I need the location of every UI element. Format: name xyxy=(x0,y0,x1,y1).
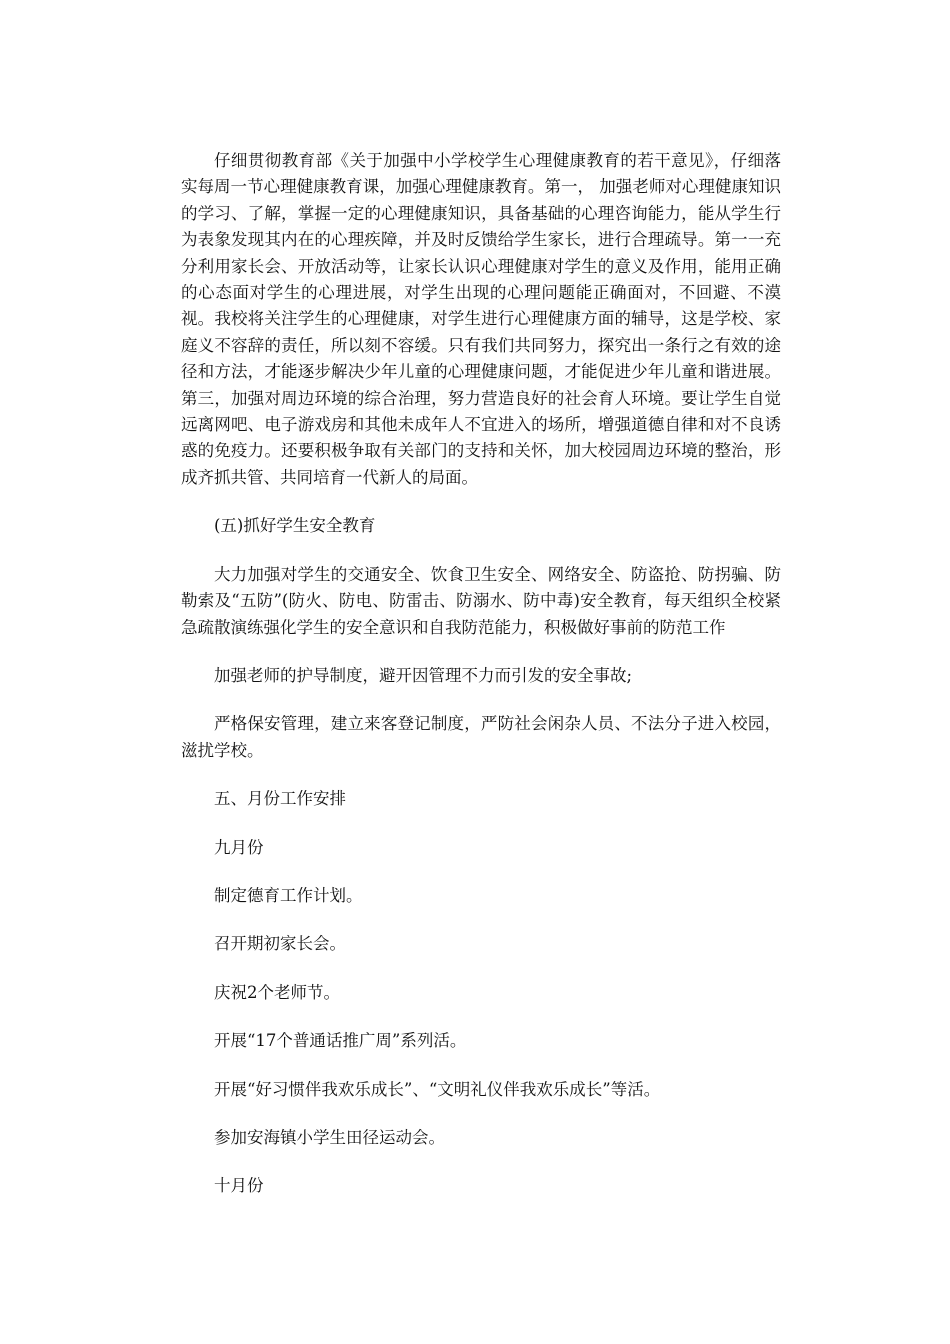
paragraph-security-management: 严格保安管理，建立来客登记制度，严防社会闲杂人员、不法分子进入校园，滋扰学校。 xyxy=(181,714,781,760)
list-item: 参加安海镇小学生田径运动会。 xyxy=(214,1127,445,1147)
list-item: 开展“好习惯伴我欢乐成长”、“文明礼仪伴我欢乐成长”等活。 xyxy=(214,1079,661,1099)
list-item: 开展“17个普通话推广周”系列活。 xyxy=(214,1031,467,1051)
document-body xyxy=(181,148,781,1222)
paragraph-safety-education: 大力加强对学生的交通安全、饮食卫生安全、网络安全、防盗抢、防拐骗、防勒索及“五防”(防火、防电、防雷击、防溺水、防中毒)安全教育，每天组织全校紧急疏散演练强化学生的安全意识和自我防范能力，积极做好事前的防范工作 xyxy=(181,564,781,637)
heading-safety-education: (五)抓好学生安全教育 xyxy=(214,516,376,536)
paragraph-teacher-duty: 加强老师的护导制度，避开因管理不力而引发的安全事故; xyxy=(214,665,633,685)
list-item: 召开期初家长会。 xyxy=(214,934,346,954)
list-item: 庆祝2个老师节。 xyxy=(214,982,340,1002)
heading-september: 九月份 xyxy=(214,837,264,857)
heading-monthly-schedule: 五、月份工作安排 xyxy=(214,789,346,809)
heading-october: 十月份 xyxy=(214,1176,264,1196)
paragraph-mental-health: 仔细贯彻教育部《关于加强中小学校学生心理健康教育的若干意见》，仔细落实每周一节心理健康教育课，加强心理健康教育。第一， 加强老师对心理健康知识的学习、了解，掌握一定的心理健康知识，具备基础的心理咨询能力，能从学生行为表象发现其内在的心理疾障，并及时反馈给学生家长，进行合理疏导。第一一充分利用家长会、开放活动等，让家长认识心理健康对学生的意义及作用，能用正确的心态面对学生的心理进展，对学生出现的心理问题能正确面对，不回避、不漠视。我校将关注学生的心理健康，对学生进行心理健康方面的辅导，这是学校、家庭义不容辞的责任，所以刻不容缓。只有我们共同努力，探究出一条行之有效的途径和方法，才能逐步解决少年儿童的心理健康问题，才能促进少年儿童和谐进展。第三，加强对周边环境的综合治理，努力营造良好的社会育人环境。要让学生自觉远离网吧、电子游戏房和其他未成年人不宜进入的场所，增强道德自律和对不良诱惑的免疫力。还要积极争取有关部门的支持和关怀，加大校园周边环境的整治，形成齐抓共管、共同培育一代新人的局面。 xyxy=(181,151,781,487)
list-item: 制定德育工作计划。 xyxy=(214,885,363,905)
